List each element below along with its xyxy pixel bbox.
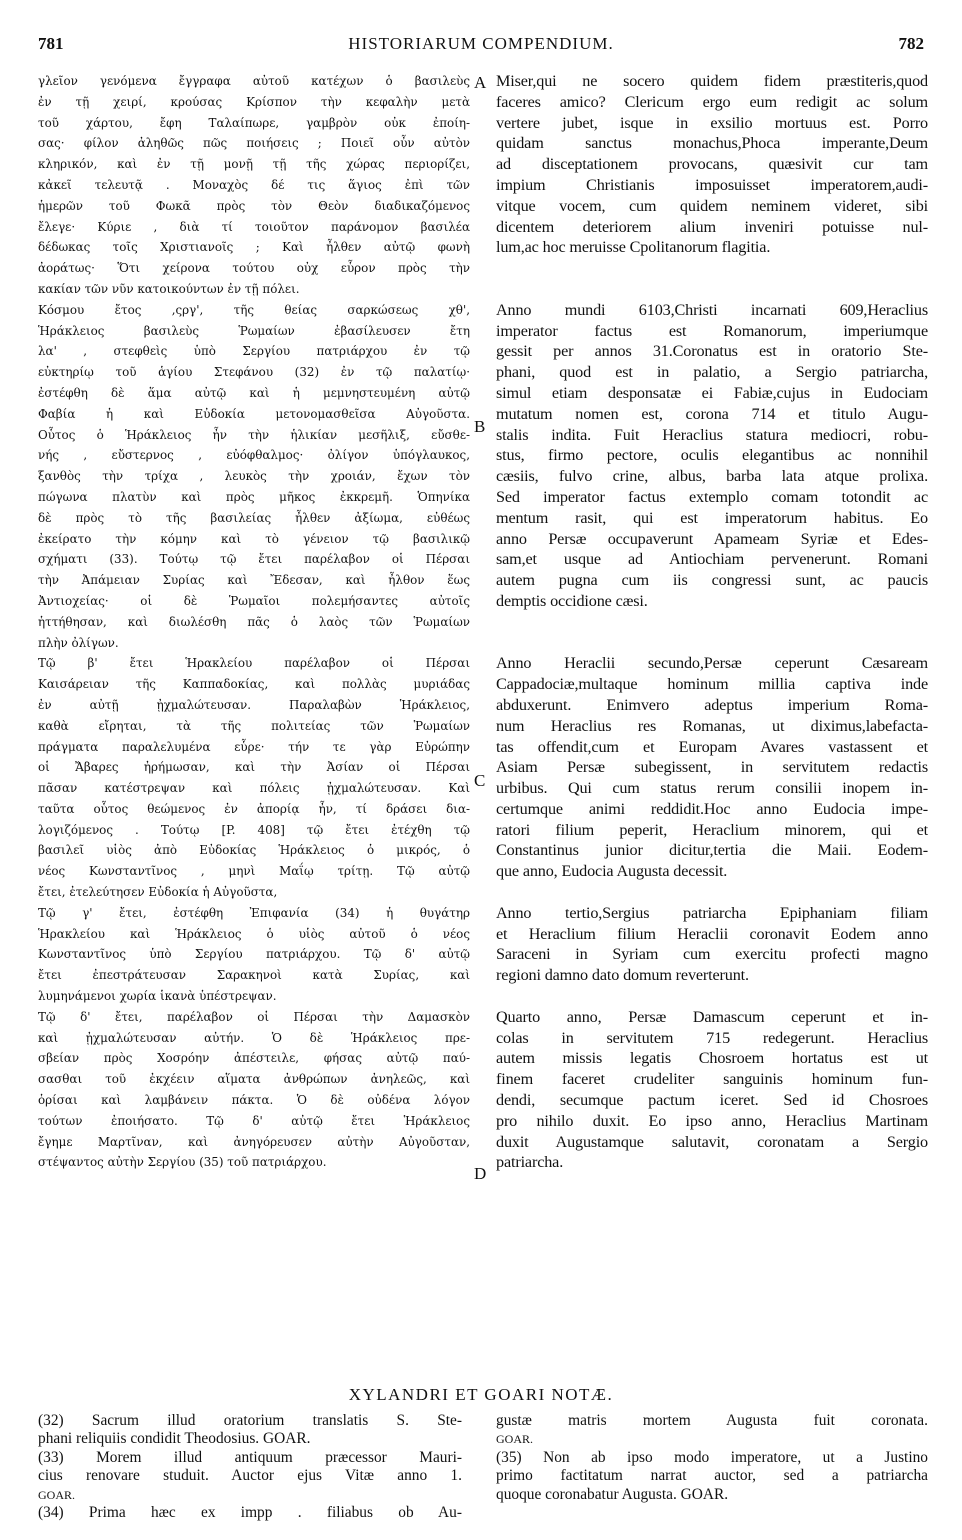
greek-text-line: γλεῖον γενόμενα ἔγγραφα αὐτοῦ κατέχων ὁ βασιλεὺς xyxy=(38,74,470,88)
greek-text-line: καὶ ᾐχμαλώτευσαν αὐτήν. Ὁ δὲ Ἡράκλειος πρε- xyxy=(38,1030,470,1045)
latin-text-line: vitque vocem, cum quidem neminem videret, sibi xyxy=(496,196,928,215)
paragraph-gap xyxy=(496,882,928,903)
note-line: quoque coronabatur Augusta. GOAR. xyxy=(496,1485,729,1503)
notes-title: XYLANDRI ET GOARI NOTÆ. xyxy=(348,1385,614,1404)
greek-text-line: Τῷ δ' ἔτει, παρέλαβον οἱ Πέρσαι τὴν Δαμασκὸν xyxy=(38,1009,470,1024)
latin-text-line: vertere jubet, isque in exsilio mortuus est. Porro xyxy=(496,113,928,132)
note-line: (35) Non ab ipso modo imperatore, ut a Justino xyxy=(496,1448,928,1466)
greek-text-line: σας· φίλον ἀληθῶς πῶς ποιήσεις ; Ποιεῖ οὖν αὐτὸν xyxy=(38,136,470,151)
greek-text-line: λογιζόμενος . Τούτῳ [P. 408] τῷ ἔτει ἐτέχθη τῷ xyxy=(38,822,470,837)
greek-text-line: ἡττήθησαν, καὶ διωλέσθη πᾶς ὁ λαὸς τῶν Ῥωμαίων xyxy=(38,614,470,629)
latin-text-line: lum,ac hoc meruisse Cpolitanorum flagitia. xyxy=(496,238,771,257)
greek-text-line: σασθαι τοῦ ἐκχέειν αἵματα ἀνθρώπων ἀνηλεῶς, καὶ xyxy=(38,1072,470,1087)
greek-text-line: πᾶσαν κατέστρεψαν καὶ πόλεις ᾐχμαλώτευσαν. Καὶ xyxy=(38,781,470,796)
margin-marker-d: D xyxy=(474,1164,487,1183)
latin-text-line: mutatum nomen est, corona 714 et titulo Augu- xyxy=(496,404,928,423)
greek-text-line: κληρικόν, καὶ ἐν τῇ μονῇ τῇ τῆς χώρας περιορίζει, xyxy=(38,157,470,172)
greek-text-line: πώγωνα πλατὺν καὶ πρὸς μῆκος ἐκκρεμῆ. Ὁπηνίκα xyxy=(38,489,470,504)
greek-text-line: Κόσμου ἔτος ,ςργ', τῆς θείας σαρκώσεως χθ', xyxy=(38,302,470,317)
latin-text-line: ad disceptationem provocans, quæsivit cur tam xyxy=(496,155,928,174)
latin-text-line: demptis occidione cæsi. xyxy=(496,591,648,610)
greek-text-line: βασιλεῖ υἱὸς ἀπὸ Εὐδοκίας Ἡράκλειος ὁ μικρός, ὁ xyxy=(38,843,470,858)
greek-text-line: ἐκείρατο τὴν κόμην καὶ τὸ γένειον τῷ βασιλικῷ xyxy=(38,531,470,546)
paragraph-gap xyxy=(496,986,928,1007)
latin-text-line: Saraceni in Syriam cum exercitu profecti magno xyxy=(496,945,928,964)
latin-text-line: finem faceret crudeliter sanguinis hominum fun- xyxy=(496,1070,928,1089)
greek-text-line: ταῦτα οὗτος θεώμενος ἐν ἀπορίᾳ ἦν, τί δράσει δια- xyxy=(38,801,470,816)
greek-text-line: ἐν τῇ χειρί, κρούσας Κρίσπον τὴν κεφαλὴν μετὰ xyxy=(38,94,470,109)
greek-text-line: τοῦ χάρτου, ἔφη Ταλαίπωρε, γαμβρὸν οὐκ ἐποίη- xyxy=(38,115,470,130)
greek-text-line: λυμηνάμενοι χωρία ἱκανὰ ὑπέστρεψαν. xyxy=(38,989,277,1004)
note-line: (33) Morem illud antiquum præcessor Mauri- xyxy=(38,1448,462,1466)
latin-text-line: num Heraclius res Romanas, ut diximus,labefacta- xyxy=(496,716,928,735)
latin-text-line: ratori filium peperit, Heraclium minorem, qui et xyxy=(496,820,928,839)
greek-text-line: ἡμερῶν τοῦ Φωκᾶ πρὸς τὸν Θεὸν διαδικαζόμενος xyxy=(38,198,470,213)
latin-text-line: simul etiam desponsatæ ei Fabiæ,cujus in Eudociam xyxy=(496,383,928,402)
latin-text-line: quidam sanctus monachus,Phoca imperante,Deum xyxy=(496,134,928,153)
page-header xyxy=(38,34,924,60)
latin-text-line: Miser,qui ne socero quidem fidem præstiteris,quod xyxy=(496,72,928,90)
greek-text-line: Τῷ β' ἔτει Ἡρακλείου παρέλαβον οἱ Πέρσαι xyxy=(38,656,470,671)
latin-text-line: certumque animi reddidit.Hoc anno Eudocia impe- xyxy=(496,799,928,818)
greek-text-line: κἀκεῖ τελευτᾷ . Μοναχὸς δέ τις ἅγιος ἐπὶ τῶν xyxy=(38,177,470,192)
latin-text-line: faceres amico? Clericum ergo eum redigit ac solum xyxy=(496,92,928,111)
page-number-left: 781 xyxy=(38,34,64,53)
greek-text-line: Οὗτος ὁ Ἡράκλειος ἦν τὴν ἡλικίαν μεσῆλιξ, εὔσθε- xyxy=(38,427,470,442)
greek-text-line: καθὰ εἴρηται, τὰ τῆς πολιτείας τῶν Ῥωμαίων xyxy=(38,718,470,733)
latin-text-line: dendi, secumque pactum iceret. Sed id Chosroes xyxy=(496,1091,928,1110)
latin-text-line: et Heraclium filium Heraclii coronavit Eodem anno xyxy=(496,924,928,943)
greek-text-line: σβείαν πρὸς Χοσρόην ἀπέστειλε, φήσας αὐτῷ παύ- xyxy=(38,1051,470,1066)
latin-text-line: autem missis legatis Chosroem hortatus est ut xyxy=(496,1049,928,1068)
margin-marker-a: A xyxy=(474,73,487,92)
latin-text-line: duxit Augustamque salutavit, coronatam a Sergio xyxy=(496,1132,928,1151)
greek-text-line: κακίαν τῶν νῦν κατοικούντων ἐν τῇ πόλει. xyxy=(38,281,300,296)
note-line: (32) Sacrum illud oratorium translatis S. Ste- xyxy=(38,1412,462,1429)
latin-text-line: patriarcha. xyxy=(496,1153,564,1172)
greek-text-line: πράγματα παραλελυμένα εὗρε· τήν τε γὰρ Εὐρώπην xyxy=(38,739,470,754)
latin-text-line: Anno tertio,Sergius patriarcha Epiphaniam filiam xyxy=(496,903,928,922)
greek-text-line: πλὴν ὀλίγων. xyxy=(38,635,119,650)
margin-marker-b: B xyxy=(474,417,486,436)
latin-text-line: Anno Heraclii secundo,Persæ ceperunt Cæsaream xyxy=(496,654,928,673)
latin-text-line: abduxerunt. Enimvero adeptus imperium Roma- xyxy=(496,695,928,714)
latin-text-line: gessit per annos 31.Coronatus est in oratorio Ste- xyxy=(496,342,928,361)
greek-text-line: λα' , στεφθεὶς ὑπὸ Σεργίου πατριάρχου ἐν τῷ xyxy=(38,344,470,359)
note-line: cius renovare studuit. Auctor ejus Vitæ anno 1. xyxy=(38,1467,462,1485)
note-line: GOAR. xyxy=(496,1432,534,1447)
greek-text-line: Ἡράκλειος βασιλεὺς Ῥωμαίων ἐβασίλευσεν ἔτη xyxy=(38,323,470,338)
greek-text-line: Κωνσταντῖνος ὑπὸ Σεργίου πατριάρχου. Τῷ δ' αὐτῷ xyxy=(38,947,470,962)
latin-text-line: sam,et usque ad Antiochiam pervenerunt. Romani xyxy=(496,550,928,569)
paragraph-gap xyxy=(496,612,928,633)
paragraph-gap xyxy=(496,258,928,279)
greek-text-line: ἔλεγε· Κύριε , διὰ τί τοιοῦτον παράνομον βασιλέα xyxy=(38,219,470,234)
latin-text-line: Asiam Persæ subegissent, in servitutem redactis xyxy=(496,758,928,777)
running-title: HISTORIARUM COMPENDIUM. xyxy=(348,34,614,53)
greek-text-line: Ἀντιοχείας· οἱ δὲ Ῥωμαῖοι πολεμήσαντες αὐτοῖς xyxy=(38,593,470,608)
greek-text-line: σχήματι (33). Τούτῳ τῷ ἔτει παρέλαβον οἱ Πέρσαι xyxy=(38,552,470,567)
greek-text-line: νέος Κωνσταντῖνος , μηνὶ Μαΐῳ τρίτῃ. Τῷ αὐτῷ xyxy=(38,864,470,879)
latin-text-line: impium Christianis imposuisset imperatorem,audi- xyxy=(496,175,928,194)
latin-text-line: Quarto anno, Persæ Damascum ceperunt et in- xyxy=(496,1007,928,1026)
latin-text-line: cæsiis, fulvo crine, albus, barba lata atque prolixa. xyxy=(496,467,928,486)
latin-text-line: anno Persæ occupaverunt Apameam Syriæ et Edes- xyxy=(496,529,928,548)
latin-text-line: mentum rasit, qui est imperatorum habitus. Eo xyxy=(496,508,928,527)
greek-text-line: ἐστέφθη δὲ ἅμα αὐτῷ καὶ ἡ μεμνηστευμένη αὐτῷ xyxy=(38,385,470,400)
margin-marker-c: C xyxy=(474,771,486,790)
greek-text-line: ἀοράτως· Ὅτι χείρονα τούτου οὐχ εὗρον πρὸς τὴν xyxy=(38,261,470,276)
latin-text-line: Anno mundi 6103,Christi incarnati 609,Heraclius xyxy=(496,300,928,319)
latin-text-line: stus, firmo pectore, oculis elegantibus ac nonnihil xyxy=(496,446,928,465)
latin-text-column xyxy=(496,71,928,1173)
greek-text-line: Φαβία ἡ καὶ Εὐδοκία μετονομασθεῖσα Αὐγοῦστα. xyxy=(38,406,470,421)
latin-text-line: regioni damno dato domum reverterunt. xyxy=(496,966,749,985)
latin-text-line: dicentem deteriorem alium inveniri potuisse nul- xyxy=(496,217,928,236)
latin-text-line: colas in servitutem 715 redegerunt. Heraclius xyxy=(496,1028,928,1047)
greek-text-line: Ἡρακλείου καὶ Ἡράκλειος ὁ υἱὸς αὐτοῦ ὁ νέος xyxy=(38,926,470,941)
greek-text-line: ξανθὸς τὴν τρίχα , λευκὸς τὴν χροιάν, ἔχων τὸν xyxy=(38,469,470,484)
greek-text-line: Τῷ γ' ἔτει, ἐστέφθη Ἐπιφανία (34) ἡ θυγάτηρ xyxy=(38,905,470,920)
latin-text-line: imperator factus est Romanorum, imperiumque xyxy=(496,321,928,340)
greek-text-line: ἔγημε Μαρτῖναν, καὶ ἀνηγόρευσεν αὐτὴν Αὐγοῦσταν, xyxy=(38,1134,470,1149)
page-number-right: 782 xyxy=(898,34,924,53)
greek-text-line: τὴν Ἀπάμειαν Συρίας καὶ Ἔδεσαν, καὶ ἦλθον ἕως xyxy=(38,573,470,588)
note-line: phani reliquiis condidit Theodosius. GOAR. xyxy=(38,1430,311,1448)
note-line: (34) Prima hæc ex impp . filiabus ob Au- xyxy=(38,1503,462,1521)
notes-right-column xyxy=(496,1412,928,1504)
latin-text-line: Cappadociæ,multaque hominum millia captiva inde xyxy=(496,675,928,694)
greek-text-line: στέψαντος αὐτὴν Σεργίου (35) τοῦ πατριάρχου. xyxy=(38,1155,327,1170)
latin-text-line: tas offendit,cum et Europam Avares vastassent et xyxy=(496,737,928,756)
latin-text-line: stalis indita. Fuit Heraclius statura mediocri, robu- xyxy=(496,425,928,444)
greek-text-line: ἔτει, ἐτελεύτησεν Εὐδοκία ἡ Αὐγοῦστα, xyxy=(38,885,278,900)
greek-text-line: ὁρίσαι καὶ λαμβάνειν πάκτα. Ὁ δὲ οὐδένα λόγον xyxy=(38,1093,470,1108)
paragraph-gap xyxy=(496,633,928,654)
greek-text-column xyxy=(38,71,470,1173)
latin-text-line: autem pugna cum iis congressi sunt, ac paucis xyxy=(496,571,928,590)
greek-text-line: ἐν αὐτῇ ᾐχμαλώτευσαν. Παραλαβὼν Ἡράκλειος, xyxy=(38,697,470,712)
latin-text-line: Constantinus junior dicitur,tertia die Maii. Eodem- xyxy=(496,841,928,860)
greek-text-line: Καισάρειαν τῆς Καππαδοκίας, καὶ πολλὰς μυριάδας xyxy=(38,677,470,692)
greek-text-line: οἱ Ἄβαρες ἠρήμωσαν, καὶ τὴν Ἀσίαν οἱ Πέρσαι xyxy=(38,760,470,775)
greek-text-line: δὲ πρὸς τὸ τῆς βασιλείας ἦλθεν ἀξίωμα, εὐθέως xyxy=(38,510,470,525)
paragraph-gap xyxy=(496,279,928,300)
latin-text-line: que anno, Eudocia Augusta decessit. xyxy=(496,862,728,881)
notes-left-column xyxy=(38,1412,462,1522)
latin-text-line: urbibus. Qui cum status rerum consilii inopem in- xyxy=(496,779,928,798)
note-line: primo factitatum narrat auctor, sed a patriarcha xyxy=(496,1467,928,1485)
note-line: gustæ matris mortem Augusta fuit coronata. xyxy=(496,1412,928,1429)
latin-text-line: Sed imperator factus extemplo comam totondit ac xyxy=(496,487,928,506)
greek-text-line: δέδωκας τοῖς Χριστιανοῖς ; Καὶ ἦλθεν αὐτῷ φωνὴ xyxy=(38,240,470,255)
greek-text-line: τούτων ἐποιήσατο. Τῷ δ' αὐτῷ ἔτει Ἡράκλειος xyxy=(38,1113,470,1128)
latin-text-line: pro nihilo duxit. Eo ipso anno, Heraclius Martinam xyxy=(496,1111,928,1130)
greek-text-line: ἔτει ἐπεστράτευσαν Σαρακηνοὶ κατὰ Συρίας, καὶ xyxy=(38,968,470,983)
greek-text-line: νής , εὔστερνος , εὐόφθαλμος· ὀλίγον ὑπόγλαυκος, xyxy=(38,448,470,463)
greek-text-line: εὐκτηρίῳ τοῦ ἁγίου Στεφάνου (32) ἐν τῷ παλατίῳ· xyxy=(38,365,470,380)
note-line: GOAR. xyxy=(38,1487,76,1502)
latin-text-line: phani, quod est in palatio, a Sergio patriarcha, xyxy=(496,363,928,382)
